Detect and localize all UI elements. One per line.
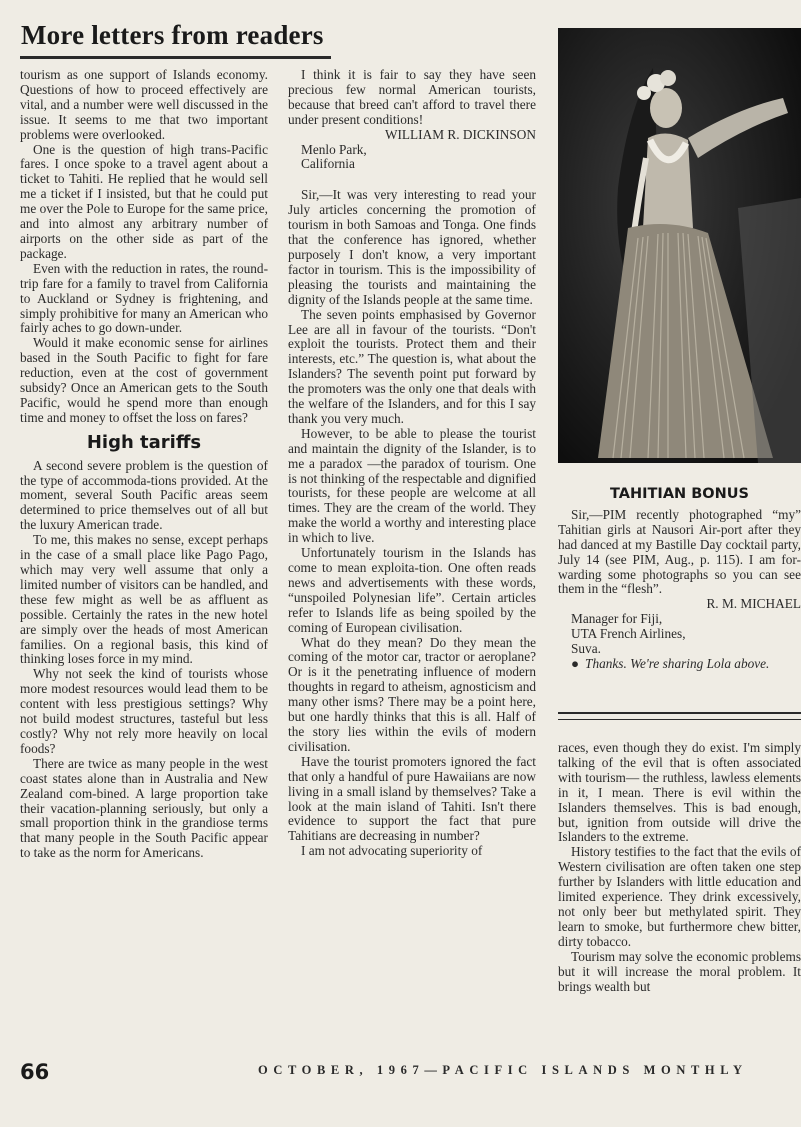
col1-paragraph: Even with the reduction in rates, the round-trip fare for a family to travel from California to Auckland or Sydney is frightening, and simply prohibitive for many an American who fairly aches to go down-under. <box>20 260 268 336</box>
col1-paragraph: There are twice as many people in the west coast states alone than in Australia and New Zealand com-bined. A large proportion take their vacation-planning seriously, but only a small proportion think in the grandiose terms that many people in the South Pacific appear to take as the norm for Americans. <box>20 755 268 861</box>
col1-paragraph: tourism as one support of Islands economy. Questions of how to proceed effectively are vital, and a number were well discussed in the issue. It seems to me that two important problems were overlooked. <box>20 67 268 142</box>
col1-paragraph: A second severe problem is the question of the type of accommoda-tions provided. At the moment, several South Pacific areas seem determined to price themselves out of all but the luxury American trade. <box>20 457 268 533</box>
editor-note-text: Thanks. We're sharing Lola above. <box>585 655 770 671</box>
title-rule <box>20 56 331 59</box>
page-number: 66 <box>20 1060 50 1084</box>
col2-paragraph: Unfortunately tourism in the Islands has come to mean exploita-tion. One often reads news and advertisements with these words, “unspoiled Polynesian life”. Certain articles refer to Islands life as being spoiled by the coming of European civilisation. <box>288 545 536 635</box>
column-3-upper <box>558 487 801 672</box>
col2-paragraph: Have the tourist promoters ignored the fact that only a handful of pure Hawaiians are now living in a small island by themselves? Take a look at the main island of Tahiti. Isn't there evidence to support the fact that pure Tahitians are decreasing in number? <box>288 753 536 844</box>
page-title: More letters from readers <box>21 20 324 50</box>
column-1 <box>20 68 268 861</box>
editor-note <box>558 657 801 672</box>
heading-tahitian-bonus: TAHITIAN BONUS <box>610 486 749 502</box>
col2-paragraph: I think it is fair to say they have seen precious few normal American tourists, because that breed can't afford to travel there under present conditions! <box>288 67 536 127</box>
subheading-high-tariffs: High tariffs <box>86 431 202 453</box>
column-2 <box>288 68 536 859</box>
address-line: Menlo Park, <box>301 141 367 157</box>
col2-paragraph: However, to be able to please the tourist and maintain the dignity of the Islander, is to me a paradox —the paradox of tourism. One is not thinking of the respectable and dignified tourists, for these people are welcome at all times. They are the cream of the world. They make the world a worthy and interesting place in which to live. <box>288 425 536 546</box>
tahitian-dancer-photo <box>558 28 801 463</box>
address-line: Suva. <box>571 641 601 657</box>
address-line: California <box>301 156 355 172</box>
col1-paragraph: Why not seek the kind of tourists whose more modest resources would lead them to be content with less prestigious settings? Why not build modest structures, tasteful but less costly? Why not rely more heavily on local foods? <box>20 666 268 756</box>
col3-paragraph: Sir,—PIM recently photographed “my” Tahitian girls at Nausori Air-port after they had danced at my Bastille Day cocktail party, July 14 (see PIM, Aug., p. 115). I am for-warding some photographs so you can see them in the “flesh”. <box>558 506 801 597</box>
bullet-icon: ● <box>571 655 580 671</box>
signature-dickinson: WILLIAM R. DICKINSON <box>384 126 536 142</box>
col2-paragraph: The seven points emphasised by Governor Lee are all in favour of the tourists. “Don't exploit the tourists. Protect them and their interests, etc.” The question is, what about the Islanders? The seventh point put forward by the promoters was the only one that deals with the welfare of the Islanders, and for this I say thank you very much. <box>288 306 536 426</box>
address-line: Manager for Fiji, <box>571 611 663 627</box>
col1-paragraph: One is the question of high trans-Pacific fares. I once spoke to a travel agent about a ticket to Tahiti. He replied that he would sell me a ticket if I insisted, but that he could put me over the Pole to Europe for the same price, and into almost any arbitrary number of airports on the other side as part of the package. <box>20 141 268 261</box>
section-divider <box>558 712 801 720</box>
col3-paragraph: races, even though they do exist. I'm simply talking of the evil that is often associated with tourism— the ruthless, lawless elements in it, I mean. There is evil within the Islanders themselves. This is bad enough, but, ignition from outside will drive the Islanders to the extreme. <box>558 740 801 845</box>
col2-paragraph: I am not advocating superiority of <box>301 843 483 859</box>
column-3-lower <box>558 741 801 994</box>
footer-publication: OCTOBER, 1967—PACIFIC ISLANDS MONTHLY <box>258 1063 748 1077</box>
signature-michael: R. M. MICHAEL <box>706 596 801 612</box>
col2-paragraph: What do they mean? Do they mean the coming of the motor car, tractor or aeroplane? Or is it the penetrating influence of modern thoughts in regard to atheism, agnosticism and many other isms? There may be a point here, but one hardly thinks that this is all. Half of the story lies within the evils of modern civilisation. <box>288 634 536 754</box>
col1-paragraph: To me, this makes no sense, except perhaps in the case of a small place like Pago Pago, which may very well assume that only a limited number of visitors can be handled, and these few might as well be as affluent as possible. Certainly the rates in the new hotel are simply over the heads of most American families. On a regional basis, this kind of thinking loses force in my mind. <box>20 532 268 667</box>
col3-paragraph: Tourism may solve the economic problems but it will increase the moral problem. It brings wealth but <box>558 948 801 994</box>
address-line: UTA French Airlines, <box>571 626 686 642</box>
col3-paragraph: History testifies to the fact that the evils of Western civilisation are often taken one step further by Islanders with little education and limited experience. They drink excessively, not only beer but methylated spirit. They learn to smoke, but furthermore chew bitter, dirty tobacco. <box>558 844 801 949</box>
col2-paragraph: Sir,—It was very interesting to read your July articles concerning the promotion of tourism in both Samoas and Tonga. One finds that the conference has ignored, whether purposely I don't know, a very important factor in tourism. This is the impossibility of pleasing the tourists and maintaining the dignity of the Islands people at the same time. <box>288 187 536 307</box>
col1-paragraph: Would it make economic sense for airlines based in the South Pacific to fight for fare reduction, even at the cost of government subsidy? Once an American gets to the South Pacific, would he spend more than enough time and money to offset the loss on fares? <box>20 335 268 425</box>
